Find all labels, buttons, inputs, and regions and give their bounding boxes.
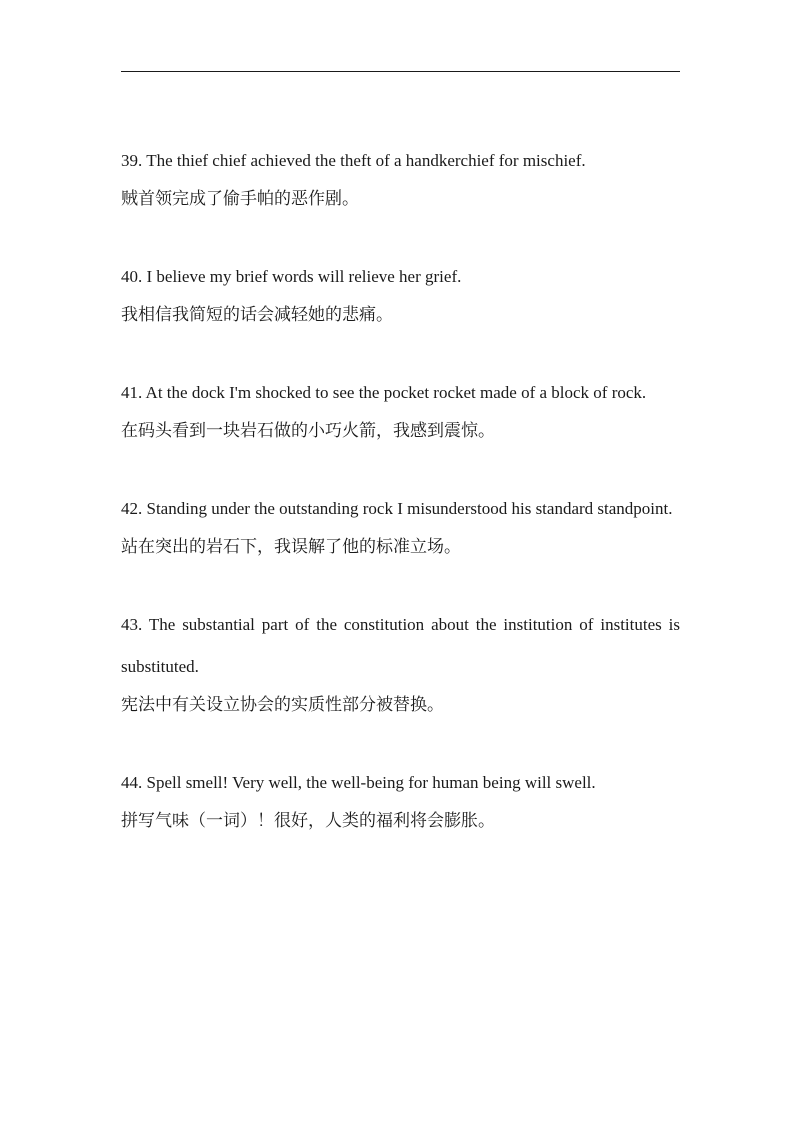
sentence-entry-42: [121, 488, 680, 564]
sentence-entry-41: [121, 372, 680, 448]
sentence-entry-39: [121, 140, 680, 216]
header-rule: [121, 71, 680, 72]
chinese-translation: 站在突出的岩石下，我误解了他的标准立场。: [121, 537, 461, 557]
sentence-list: [121, 140, 680, 878]
english-sentence: 42. Standing under the outstanding rock I misunderstood his standard standpoint.: [121, 499, 673, 518]
chinese-translation: 在码头看到一块岩石做的小巧火箭，我感到震惊。: [121, 421, 495, 441]
english-sentence: 44. Spell smell! Very well, the well-being for human being will swell.: [121, 773, 596, 792]
chinese-translation: 我相信我简短的话会减轻她的悲痛。: [121, 305, 393, 325]
english-sentence: 43. The substantial part of the constitution about the institution of institutes is substituted.: [121, 615, 680, 676]
english-sentence: 41. At the dock I'm shocked to see the pocket rocket made of a block of rock.: [121, 383, 647, 402]
chinese-translation: 拼写气味（一词）！很好，人类的福利将会膨胀。: [121, 811, 495, 831]
english-sentence: 40. I believe my brief words will relieve her grief.: [121, 267, 462, 286]
sentence-entry-44: [121, 762, 680, 838]
chinese-translation: 宪法中有关设立协会的实质性部分被替换。: [121, 695, 444, 715]
sentence-entry-40: [121, 256, 680, 332]
sentence-entry-43: [121, 604, 680, 722]
chinese-translation: 贼首领完成了偷手帕的恶作剧。: [121, 189, 359, 209]
english-sentence: 39. The thief chief achieved the theft of a handkerchief for mischief.: [121, 151, 586, 170]
